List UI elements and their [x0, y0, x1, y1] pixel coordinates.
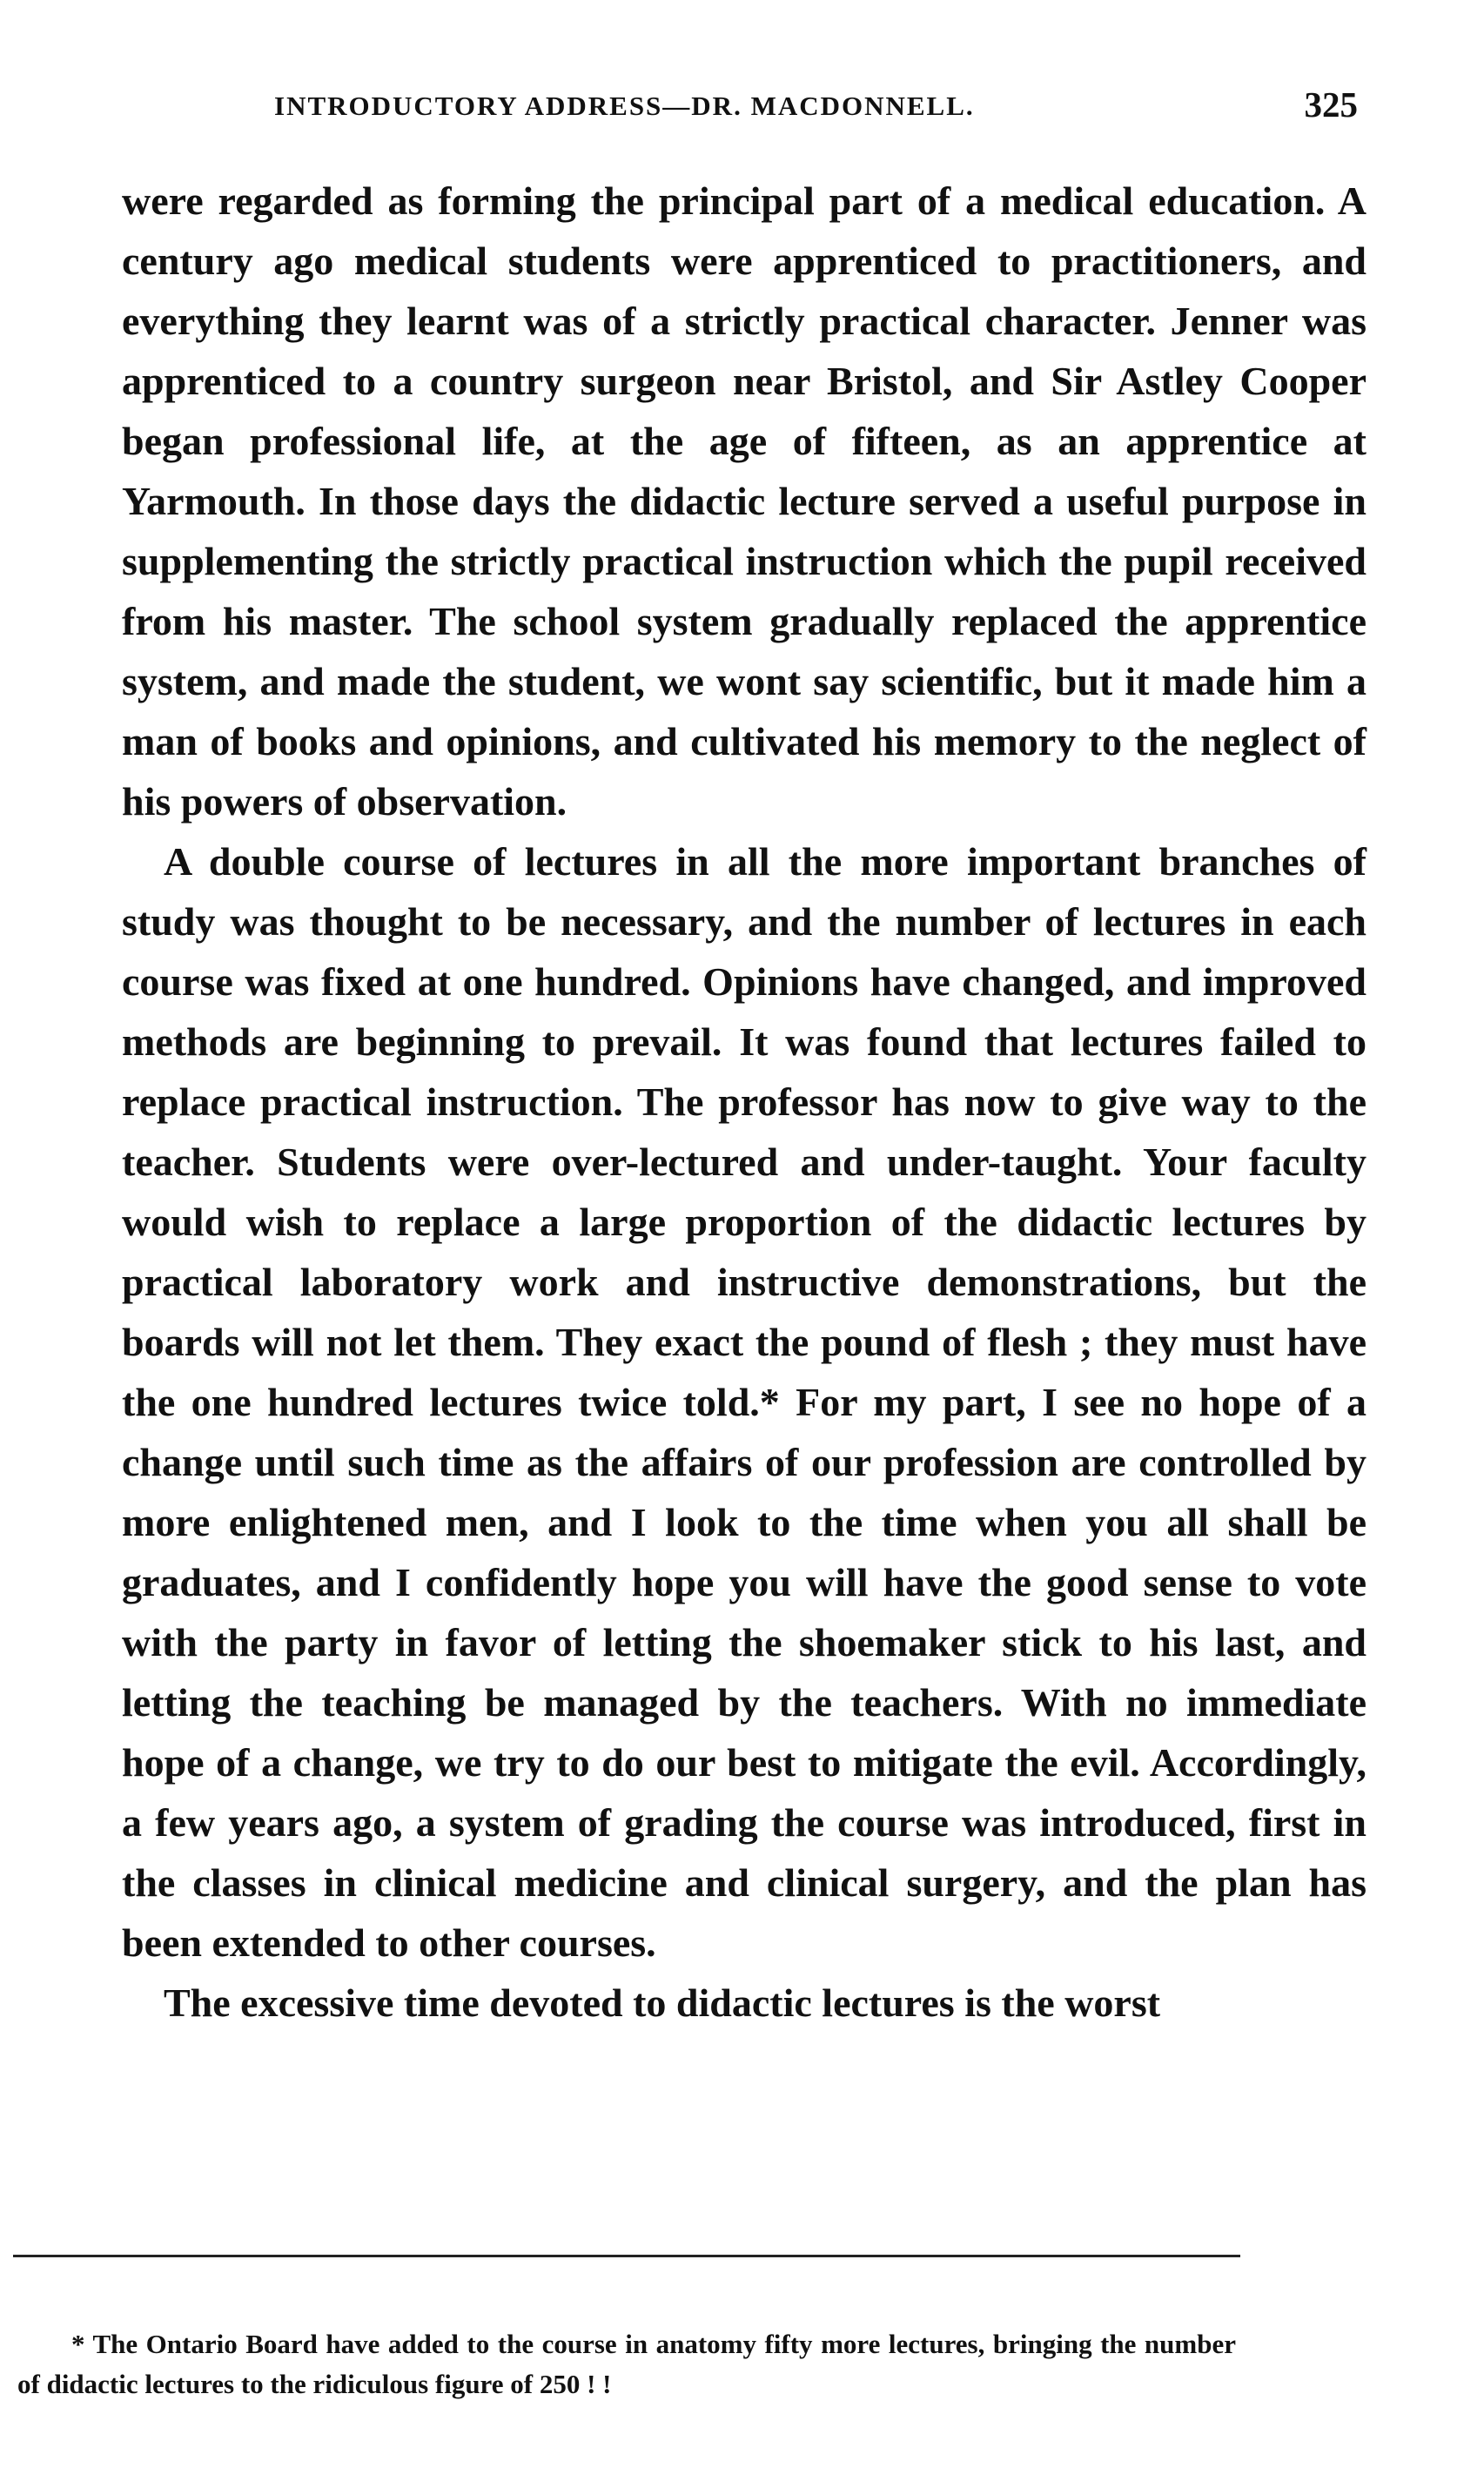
document-page	[122, 78, 1366, 2033]
footnote: * The Ontario Board have added to the course in anatomy fifty more lectures, bringing the number of didactic lectures to the ridiculous figure of 250 ! !	[17, 2329, 1236, 2399]
page-number: 325	[1304, 84, 1358, 124]
running-head	[122, 78, 1366, 139]
paragraph-continued: were regarded as forming the principal part of a medical education. A century ago medical students were apprenticed to practitioners, and everything they learnt was of a strictly practical character. Jenner was apprenticed to a country surgeon near Bristol, and Sir Astley Cooper began professional life, at the age of fifteen, as an apprentice at Yarmouth. In those days the didactic lecture served a useful purpose in supplementing the strictly practical instruction which the pupil received from his master. The school system gradually replaced the apprentice system, and made the student, we wont say scientific, but it made him a man of books and opinions, and cultivated his memory to the neglect of his powers of observation.	[122, 178, 1366, 824]
paragraph-double-course: A double course of lectures in all the more important branches of study was thought to be necessary, and the number of lectures in each course was fixed at one hundred. Opinions have changed, and improved methods are beginning to prevail. It was found that lectures failed to replace practical instruction. The professor has now to give way to the teacher. Students were over-lectured and under-taught. Your faculty would wish to replace a large proportion of the didactic lectures by practical laboratory work and instructive demonstrations, but the boards will not let them. They exact the pound of flesh ; they must have the one hundred lectures twice told.* For my part, I see no hope of a change until such time as the affairs of our profession are controlled by more enlightened men, and I look to the time when you all shall be graduates, and I confidently hope you will have the good sense to vote with the party in favor of letting the shoemaker stick to his last, and letting the teaching be managed by the teachers. With no immediate hope of a change, we try to do our best to mitigate the evil. Accordingly, a few years ago, a system of grading the course was introduced, first in the classes in clinical medicine and clinical surgery, and the plan has been extended to other courses.	[122, 839, 1366, 1965]
paragraph-excessive-time: The excessive time devoted to didactic lectures is the worst	[164, 1980, 1161, 2025]
body-text	[122, 171, 1366, 2033]
running-title: INTRODUCTORY ADDRESS—DR. MACDONNELL.	[274, 91, 975, 121]
footnote-rule	[13, 2255, 1240, 2257]
